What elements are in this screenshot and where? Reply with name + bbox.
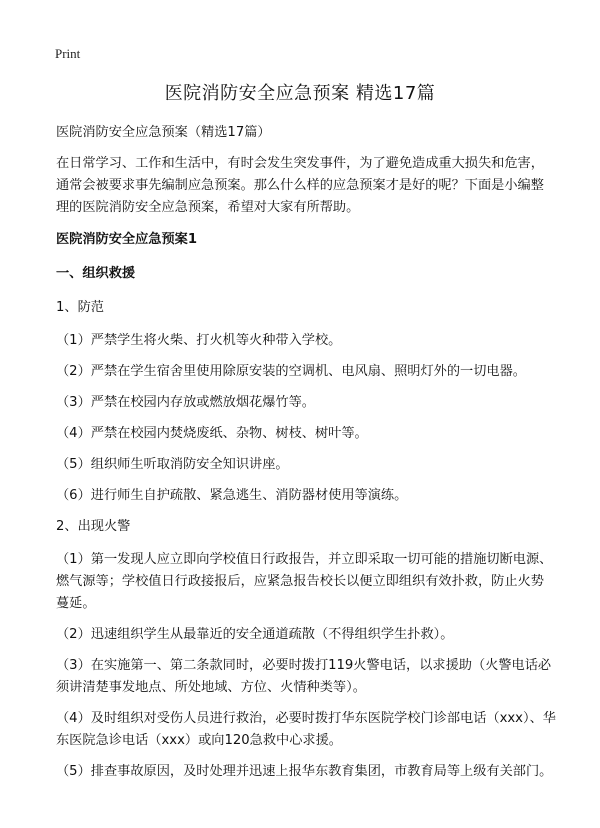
list-item: （2）迅速组织学生从最靠近的安全通道疏散（不得组织学生扑救）。: [56, 627, 454, 642]
list-item: （1）第一发现人应立即向学校值日行政报告，并立即采取一切可能的措施切断电源、燃气源等；学校值日行政接报后，应紧急报告校长以便立即组织有效扑救，防止火势蔓延。: [56, 552, 553, 611]
fire-alarm-heading: 2、出现火警: [56, 519, 131, 534]
document-body: [56, 122, 556, 792]
list-item: （2）严禁在学生宿舍里使用除原安装的空调机、电风扇、照明灯外的一切电器。: [56, 364, 526, 379]
document-subtitle: 医院消防安全应急预案（精选17篇）: [56, 125, 271, 140]
list-item: （4）严禁在校园内焚烧废纸、杂物、树枝、树叶等。: [56, 426, 368, 441]
list-item: （4）及时组织对受伤人员进行救治，必要时拨打华东医院学校门诊部电话（xxx）、华东医院急诊电话（xxx）或向120急救中心求援。: [56, 711, 556, 748]
section-title: 医院消防安全应急预案1: [56, 232, 198, 247]
list-item: （5）组织师生听取消防安全知识讲座。: [56, 457, 289, 472]
part-title: 一、组织救援: [56, 266, 136, 281]
page-title: 医院消防安全应急预案 精选17篇: [164, 83, 436, 104]
list-item: （3）在实施第一、第二条款同时，必要时拨打119火警电话，以求援助（火警电话必须讲清楚事发地点、所处地域、方位、火情种类等）。: [56, 658, 552, 695]
list-item: （6）进行师生自护疏散、紧急逃生、消防器材使用等演练。: [56, 488, 408, 503]
prevention-heading: 1、防范: [56, 300, 104, 315]
intro-paragraph: 在日常学习、工作和生活中，有时会发生突发事件，为了避免造成重大损失和危害，通常会被要求事先编制应急预案。那么什么样的应急预案才是好的呢？下面是小编整理的医院消防安全应急预案，希望对大家有所帮助。: [56, 156, 544, 215]
list-item: （1）严禁学生将火柴、打火机等火种带入学校。: [56, 333, 342, 348]
print-label: Print: [55, 46, 81, 61]
list-item: （3）严禁在校园内存放或燃放烟花爆竹等。: [56, 395, 315, 410]
list-item: （5）排查事故原因，及时处理并迅速上报华东教育集团，市教育局等上级有关部门。: [56, 764, 553, 779]
